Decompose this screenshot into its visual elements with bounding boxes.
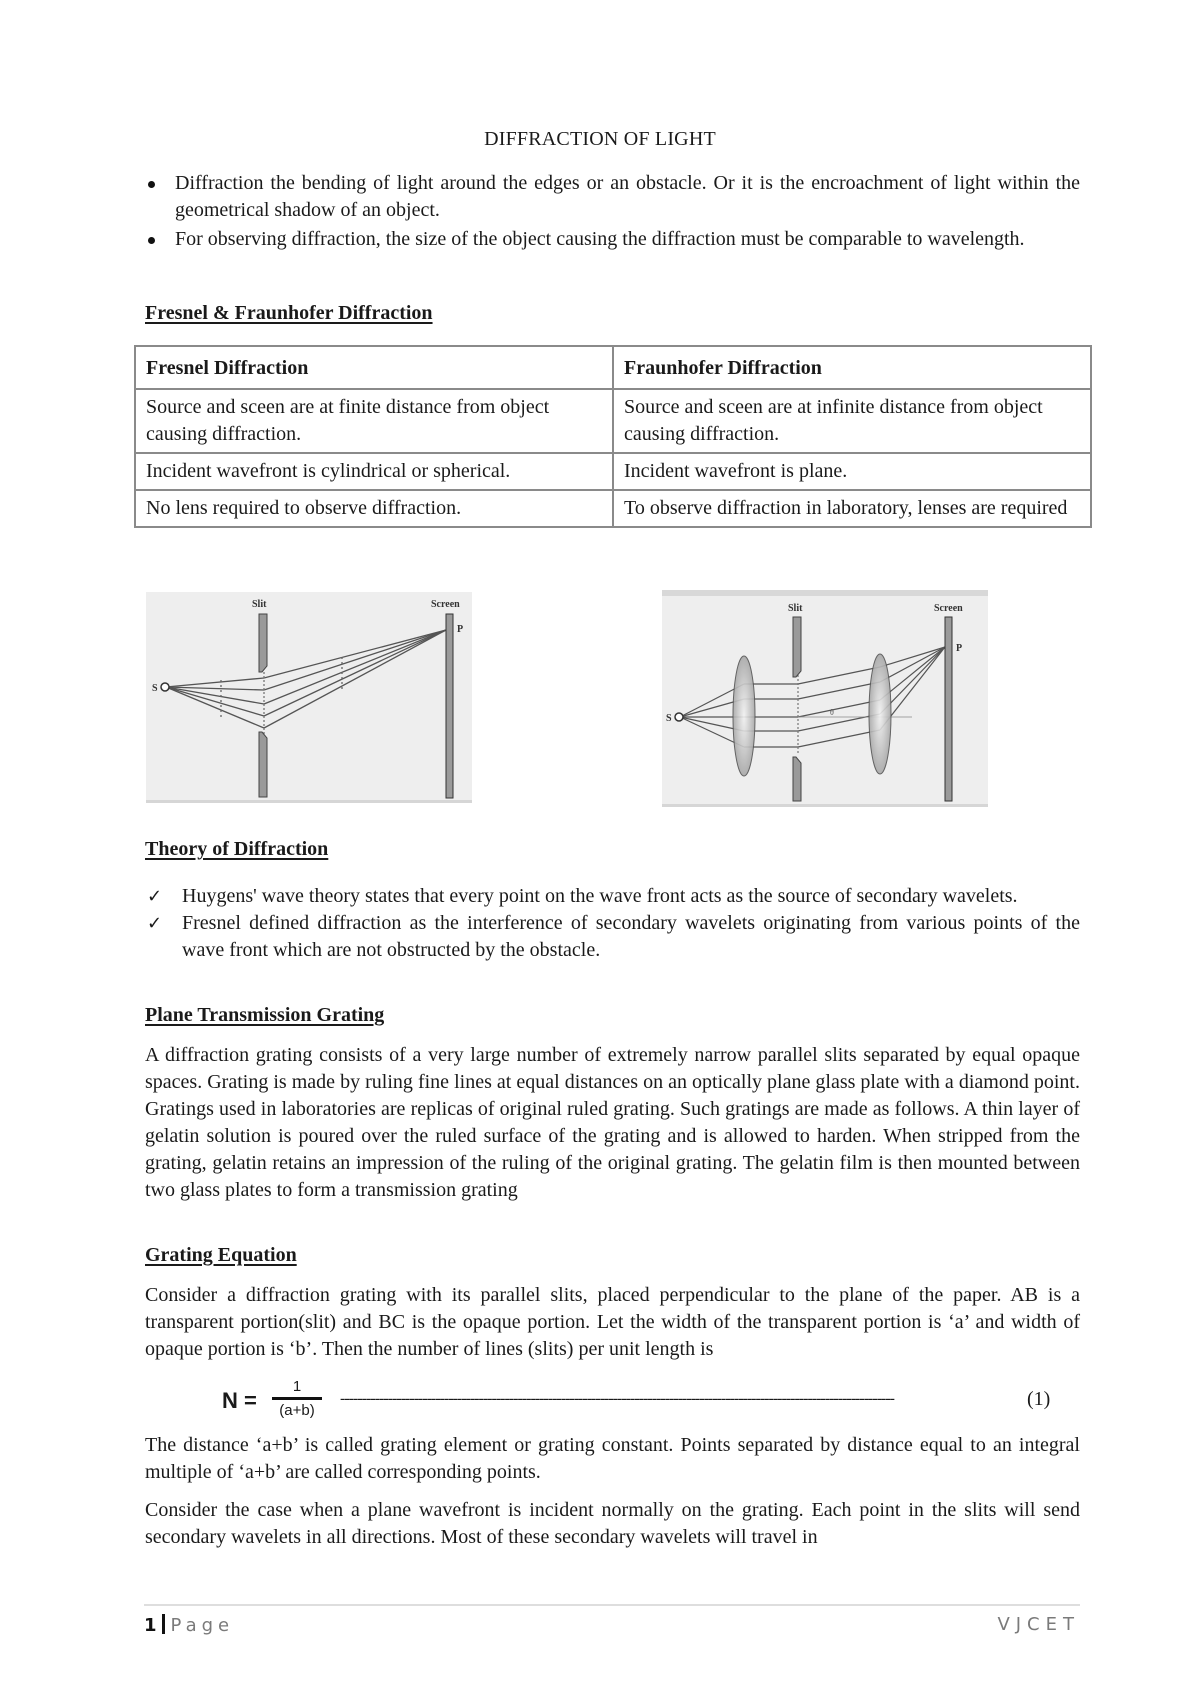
table-cell: Source and sceen are at finite distance from object causing diffraction. [135, 389, 613, 453]
equation-leader-dashes: -------------------------------------------------------------------------------------------------------------------------------- [340, 1390, 894, 1407]
equation-numerator: 1 [292, 1378, 302, 1395]
equation-denominator: (a+b) [279, 1402, 315, 1419]
comparison-table [134, 345, 1092, 528]
fresnel-point-label: P [457, 624, 464, 635]
fresnel-slit-label: Slit [252, 599, 267, 610]
bullet-icon [148, 237, 155, 244]
footer-divider [144, 1604, 1080, 1606]
equation-intro-paragraph: Consider a diffraction grating with its parallel slits, placed perpendicular to the plane of the paper. AB is a transparent portion(slit) and BC is the opaque portion. Let the width of the transparent portion is ‘a’ and width of opaque portion is ‘b’. Then the number of lines (slits) per unit length is [145, 1284, 1080, 1360]
theory-point-text: Fresnel defined diffraction as the interference of secondary wavelets originating from various points of the wave front which are not obstructed by the obstacle. [182, 912, 1080, 961]
checkmark-icon: ✓ [147, 913, 163, 934]
page-footer [144, 1614, 1080, 1636]
table-cell: Incident wavefront is plane. [613, 453, 1091, 490]
theory-point-text: Huygens' wave theory states that every point on the wave front acts as the source of secondary wavelets. [182, 885, 1018, 907]
equation-number: (1) [1027, 1388, 1051, 1410]
table-cell: To observe diffraction in laboratory, lenses are required [613, 490, 1091, 527]
table-row [135, 490, 1091, 527]
fraunhofer-diagram-svg [662, 596, 988, 804]
grating-equation [222, 1378, 1092, 1430]
footer-organization: VJCET [997, 1614, 1080, 1635]
equation-lhs: N = [222, 1388, 257, 1413]
table-header-fresnel: Fresnel Diffraction [135, 346, 613, 389]
fraunhofer-slit-label: Slit [788, 603, 803, 614]
fresnel-screen-label: Screen [431, 599, 460, 610]
fraunhofer-point-label: P [956, 643, 963, 654]
grating-element-paragraph: The distance ‘a+b’ is called grating element or grating constant. Points separated by distance equal to an integral multiple of ‘a+b’ are called corresponding points. [145, 1434, 1080, 1483]
intro-bullet [145, 226, 1080, 253]
fraunhofer-screen-label: Screen [934, 603, 963, 614]
grating-paragraph: A diffraction grating consists of a very large number of extremely narrow parallel slits separated by equal opaque spaces. Grating is made by ruling fine lines at equal distances on an optically plane glass plate with a diamond point. Gratings used in laboratories are replicas of original ruled grating. Such gratings are made as follows. A thin layer of gelatin solution is poured over the ruled surface of the grating and is allowed to harden. When stripped from the grating, gelatin retains an impression of the ruling of the original grating. The gelatin film is then mounted between two glass plates to form a transmission grating [145, 1044, 1080, 1201]
theory-list [145, 883, 1080, 964]
fresnel-source-label: S [152, 683, 158, 694]
section-heading-grating-equation: Grating Equation [145, 1244, 297, 1266]
fraunhofer-diffraction-diagram [662, 590, 988, 807]
table-cell: Source and sceen are at infinite distance from object causing diffraction. [613, 389, 1091, 453]
table-row [135, 453, 1091, 490]
table-cell: Incident wavefront is cylindrical or spherical. [135, 453, 613, 490]
page-number: 1 [144, 1615, 157, 1636]
section-heading-fresnel-fraunhofer: Fresnel & Fraunhofer Diffraction [145, 302, 433, 324]
page-title: DIFFRACTION OF LIGHT [484, 128, 716, 150]
table-header-fraunhofer: Fraunhofer Diffraction [613, 346, 1091, 389]
fraction-bar [272, 1397, 322, 1400]
section-heading-theory: Theory of Diffraction [145, 838, 329, 860]
fresnel-diagram-svg [146, 592, 472, 800]
bullet-icon [148, 181, 155, 188]
table-header-row [135, 346, 1091, 389]
intro-bullet-text: For observing diffraction, the size of the object causing the diffraction must be comparable to wavelength. [175, 228, 1025, 250]
footer-separator [162, 1614, 165, 1634]
section-heading-plane-grating: Plane Transmission Grating [145, 1004, 385, 1026]
equation-fraction [272, 1378, 322, 1420]
fresnel-diffraction-diagram [146, 592, 472, 803]
plane-wavefront-paragraph: Consider the case when a plane wavefront is incident normally on the grating. Each point in the slits will send secondary wavelets in all directions. Most of these secondary wavelets will travel in [145, 1499, 1080, 1548]
table-row [135, 389, 1091, 453]
intro-bullet [145, 170, 1080, 224]
page-label: Page [170, 1615, 235, 1636]
intro-bullet-text: Diffraction the bending of light around the edges or an obstacle. Or it is the encroachment of light within the geometrical shadow of an object. [175, 172, 1080, 221]
checkmark-icon: ✓ [147, 886, 163, 907]
fraunhofer-source-label: S [666, 713, 672, 724]
theory-point [145, 910, 1080, 964]
table-cell: No lens required to observe diffraction. [135, 490, 613, 527]
intro-bullet-list [145, 170, 1080, 255]
fraunhofer-angle-label: θ [830, 708, 834, 717]
theory-point [145, 883, 1080, 910]
